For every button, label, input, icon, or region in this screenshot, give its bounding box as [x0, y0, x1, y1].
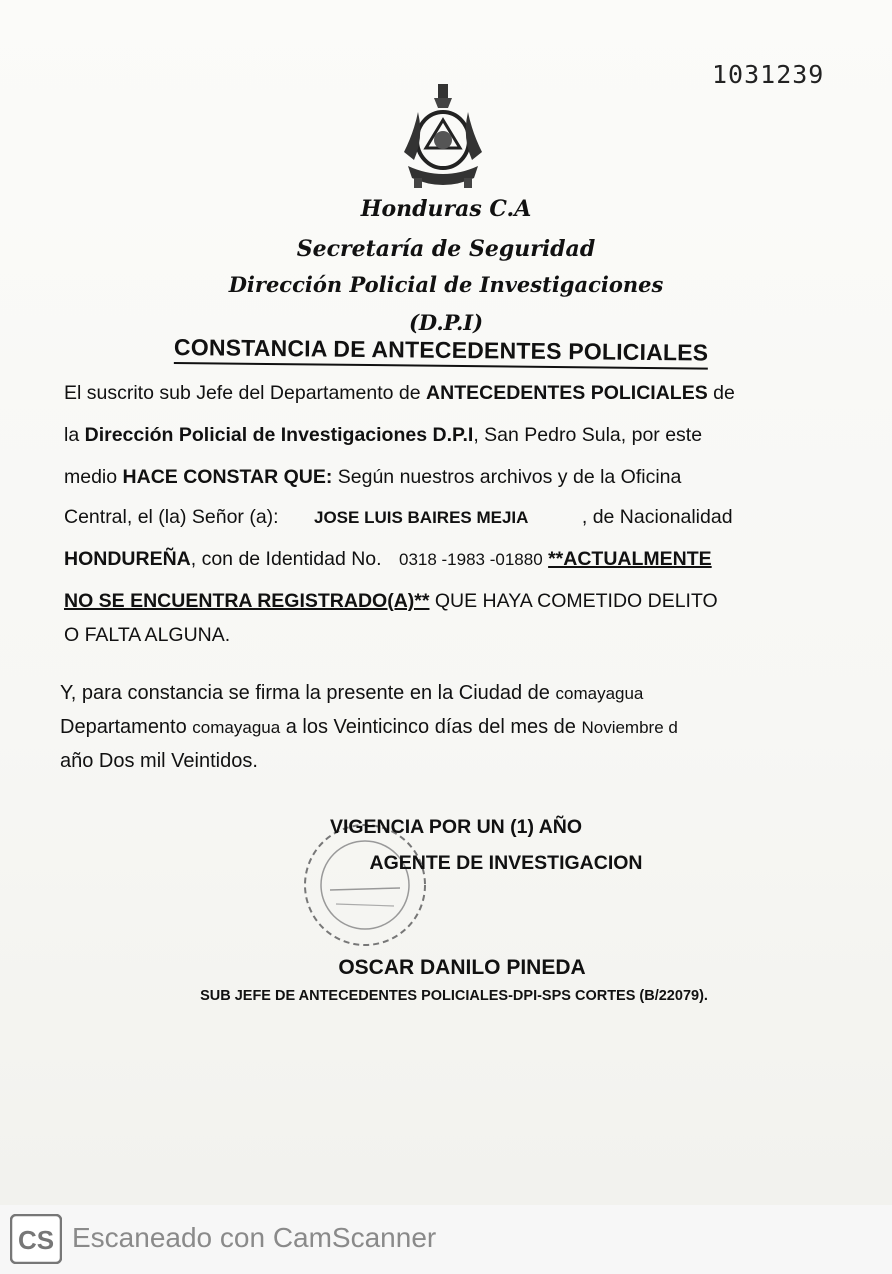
body-line-4 — [64, 506, 733, 529]
person-name: JOSE LUIS BAIRES MEJIA — [314, 508, 529, 527]
body-text: a los Veinticinco días del mes de — [280, 716, 582, 738]
body-line-7 — [64, 624, 230, 647]
header-directorate — [0, 272, 892, 297]
hace-constar: HACE CONSTAR QUE: — [122, 466, 333, 488]
department-name: ANTECEDENTES POLICIALES — [426, 382, 708, 404]
body-text: Según nuestros archivos y de la Oficina — [332, 466, 682, 488]
body-line-6 — [64, 590, 718, 613]
status-text-cont: NO SE ENCUENTRA REGISTRADO(A)** — [64, 590, 430, 612]
body-text: , con de Identidad No. — [190, 548, 382, 570]
header-acronym-text: (D.P.I) — [408, 310, 484, 335]
body-text: la — [64, 424, 85, 446]
camscanner-logo-text: CS — [17, 1225, 55, 1255]
body-line-3 — [64, 466, 681, 489]
body-text: Y, para constancia se firma la presente en la Ciudad de — [60, 682, 556, 704]
identity-number: 0318 -1983 -01880 — [398, 550, 543, 569]
body-line-5 — [64, 548, 712, 571]
body-text: , de Nacionalidad — [581, 506, 733, 528]
body-text: año Dos mil Veintidos. — [60, 750, 258, 772]
city: comayagua — [555, 684, 644, 703]
camscanner-watermark: Escaneado con CamScanner — [72, 1222, 437, 1253]
header-directorate-text: Dirección Policial de Investigaciones — [228, 272, 664, 297]
body-text: Central, el (la) Señor (a): — [64, 506, 279, 528]
closing-line-1 — [60, 682, 643, 705]
status-text: **ACTUALMENTE — [548, 548, 712, 570]
body-text: medio — [64, 466, 123, 488]
body-text: O FALTA ALGUNA. — [64, 624, 231, 646]
official-stamp-icon — [300, 820, 430, 950]
directorate-name: Dirección Policial de Investigaciones D.P.I — [84, 424, 474, 446]
body-text: Departamento — [60, 716, 193, 738]
camscanner-logo-icon — [10, 1214, 62, 1264]
signer-position: SUB JEFE DE ANTECEDENTES POLICIALES-DPI-SPS CORTES (B/22079). — [200, 988, 708, 1004]
body-text: de — [707, 382, 735, 404]
document-title: CONSTANCIA DE ANTECEDENTES POLICIALES — [174, 334, 709, 370]
department: comayagua — [192, 718, 281, 737]
body-line-2 — [64, 424, 702, 447]
header-acronym — [0, 310, 892, 335]
body-text: QUE HAYA COMETIDO DELITO — [429, 590, 718, 612]
header-country — [0, 196, 892, 222]
header-ministry-text: Secretaría de Seguridad — [296, 236, 596, 262]
document-number: 1031239 — [712, 60, 825, 89]
closing-line-2 — [60, 716, 678, 739]
body-line-1 — [64, 382, 735, 405]
closing-line-3 — [60, 750, 258, 773]
validity: VIGENCIA POR UN (1) AÑO — [329, 816, 583, 838]
signer-role: AGENTE DE INVESTIGACION — [369, 852, 643, 874]
body-text: , San Pedro Sula, por este — [473, 424, 703, 446]
header-ministry — [0, 236, 892, 262]
nationality: HONDUREÑA — [64, 548, 191, 570]
signer-name: OSCAR DANILO PINEDA — [338, 956, 586, 979]
coat-of-arms-icon — [394, 82, 492, 192]
header-country-text: Honduras C.A — [360, 196, 532, 222]
month: Noviembre d — [581, 718, 678, 737]
body-text: El suscrito sub Jefe del Departamento de — [64, 382, 427, 404]
